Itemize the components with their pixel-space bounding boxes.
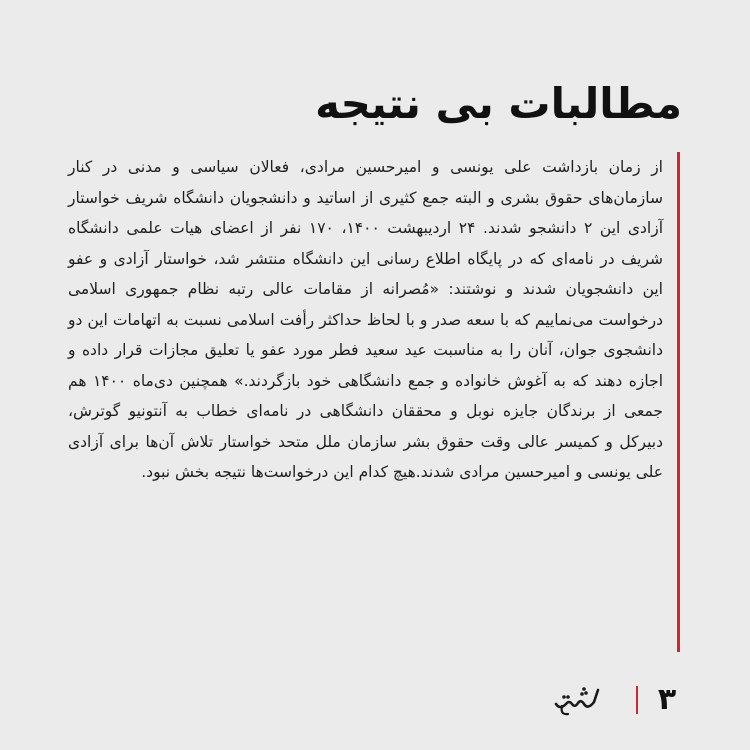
accent-bar: [677, 152, 680, 652]
article-paragraph: از زمان بازداشت علی یونسی و امیرحسین مرادی، فعالان سیاسی و مدنی در کنار سازمان‌های حقوق بشری و البته جمع کثیری از اساتید و دانشجویان دانشگاه شریف خواستار آزادی این ۲ دانشجو شدند. ۲۴ اردیبهشت ۱۴۰۰، ۱۷۰ نفر از اعضای هیات علمی دانشگاه شریف در نامه‌ای که در پایگاه اطلاع رسانی این دانشگاه منتشر شد، خواستار آزادی و عفو این دانشجویان شدند و نوشتند: «مُصرانه از مقامات عالی رتبه نظام جمهوری اسلامی درخواست می‌نماییم که با سعه صدر و با لحاظ حداکثر رأفت اسلامی نسبت به اتهامات این دو دانشجوی جوان، آنان را به مناسبت عید سعید فطر مورد عفو یا تعلیق مجازات قرار داده و اجازه دهند که به آغوش خانواده و جمع دانشگاهی خود بازگردند.» همچنین دی‌ماه ۱۴۰۰ هم جمعی از برندگان جایزه نوبل و محققان دانشگاهی در نامه‌ای خطاب به آنتونیو گوترش، دبیرکل و کمیسر عالی وقت حقوق بشر سازمان ملل متحد خواستار تلاش آن‌ها برای آزادی علی یونسی و امیرحسین مرادی شدند.هیچ کدام این درخواست‌ها نتیجه بخش نبود.: [68, 158, 664, 481]
page-footer: [0, 670, 750, 730]
article-title: مطالبات بی نتیجه: [315, 79, 682, 128]
shargh-logo: [552, 680, 602, 720]
article-body-section: [68, 152, 680, 652]
page-separator: [636, 686, 638, 714]
page-number: ۳: [657, 682, 677, 717]
